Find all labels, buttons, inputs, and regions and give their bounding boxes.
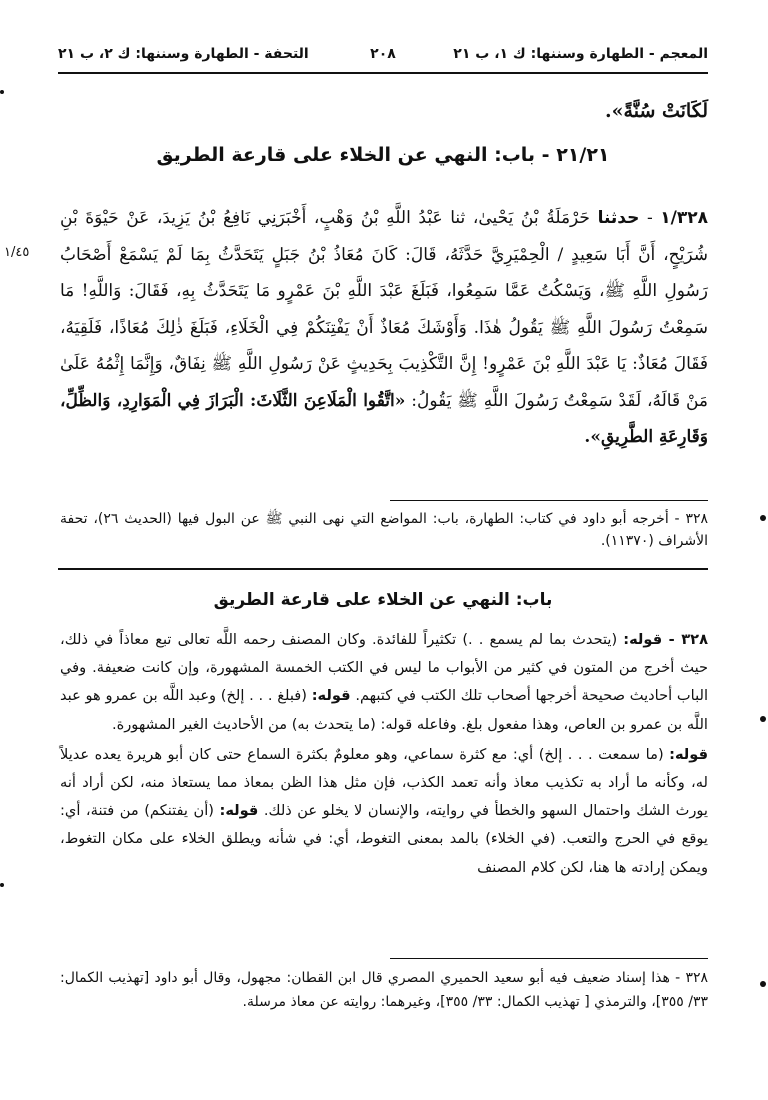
scan-mark: [0, 883, 4, 887]
header-divider: [58, 72, 708, 74]
takhrij-divider: [390, 500, 708, 501]
page-number: ٢٠٨: [370, 46, 396, 62]
chapter-title: ٢١/٢١ - باب: النهي عن الخلاء على قارعة الطريق: [156, 144, 610, 166]
commentary-segment: (ما سمعت . . . إلخ) أي: مع كثرة سماعي، وهو معلومٌ بكثرة السماع حتى كان أبو هريرة يعده عديلاً له، وكأنه ما أراد به تكذيب معاذ وأنه تعمد الكذب، فإن مثل هذا الظن بمعاذ مما يستعاذ منه، لكن أراد أنه يورث الشك واحتمال السهو والخطأ في روايته، والإنسان لا يخلو عن ذلك.: [60, 745, 708, 820]
footnote-divider: [390, 958, 708, 959]
commentary-keyword: قوله:: [311, 687, 351, 705]
takhrij-note: ٣٢٨ - أخرجه أبو داود في كتاب: الطهارة، باب: المواضع التي نهى النبي ﷺ عن البول فيها (الحديث ٢٦)، تحفة الأشراف (١١٣٧٠).: [60, 511, 708, 549]
margin-reference: ١/٤٥: [4, 245, 30, 260]
commentary-segment: (أن يفتنكم) من فتنة، أي: يوقع في الحرج والتعب. (في الخلاء) بالمد بمعنى التغوط، أي: في شأنه ويطلق الخلاء على مكان التغوط، ويمكن إرادته ها هنا، لكن كلام المصنف: [60, 802, 708, 876]
commentary-segment: (يتحدث بما لم يسمع . .) تكثيراً للفائدة. وكان المصنف رحمه اللَّه تعالى تبع معاذاً في ذلك، حيث أخرج من المتون في كثير من الأبواب ما ليس في الكتب الخمسة المشهورة، وإن كانت ضعيفة. وفي الباب أحاديث صحيحة أخرجها أصحاب تلك الكتب في كتبهم.: [60, 631, 708, 705]
header-right-title: المعجم - الطهارة وسننها: ك ١، ب ٢١: [453, 46, 708, 62]
commentary-paragraph: [60, 741, 708, 882]
commentary-paragraph: [60, 626, 708, 739]
commentary-title: باب: النهي عن الخلاء على قارعة الطريق: [213, 590, 553, 610]
scan-mark: [760, 515, 766, 521]
continuation-text: لَكَانَتْ سُنَّةً».: [605, 100, 708, 122]
commentary-keyword: ٣٢٨ - قوله:: [623, 631, 708, 648]
commentary-keyword: قوله:: [669, 745, 708, 763]
scan-mark: [760, 716, 766, 722]
hadith-quote: «اتَّقُوا الْمَلَاعِنَ الثَّلَاثَ: الْبَرَازَ فِي الْمَوَارِدِ، وَالظِّلِّ، وَقَارِعَةِ الطَّرِيقِ».: [60, 390, 708, 447]
hadith-body: حَرْمَلَةُ بْنُ يَحْيىٰ، ثنا عَبْدُ اللَّهِ بْنُ وَهْبٍ، أَخْبَرَنِي نَافِعُ بْنُ يَزِيدَ، عَنْ حَيْوَةَ بْنِ شُرَيْحٍ، أَنَّ أَبَا سَعِيدٍ / الْحِمْيَرِيَّ حَدَّثَهُ، قَالَ: كَانَ مُعَاذُ بْنُ جَبَلٍ يَتَحَدَّثُ بِمَا لَمْ يَسْمَعْ أَصْحَابُ رَسُولِ اللَّهِ ﷺ، وَيَسْكُتُ عَمَّا سَمِعُوا، فَبَلَغَ عَبْدَ اللَّهِ بْنَ عَمْرٍو مَا يَتَحَدَّثُ بِهِ، فَقَالَ: وَاللَّهِ! مَا سَمِعْتُ رَسُولَ اللَّهِ ﷺ يَقُولُ هٰذَا. وَأَوْشَكَ مُعَاذٌ أَنْ يَفْتِنَكُمْ فِي الْخَلَاءِ، فَبَلَغَ ذٰلِكَ مُعَاذًا، فَلَقِيَهُ، فَقَالَ مُعَاذٌ: يَا عَبْدَ اللَّهِ بْنَ عَمْرٍو! إِنَّ التَّكْذِيبَ بِحَدِيثٍ عَنْ رَسُولِ اللَّهِ ﷺ نِفَاقٌ، وَإِنَّمَا إِثْمُهُ عَلَىٰ مَنْ قَالَهُ، لَقَدْ سَمِعْتُ رَسُولَ اللَّهِ ﷺ يَقُولُ:: [60, 208, 708, 411]
commentary-text: [60, 626, 708, 882]
scan-mark: [760, 981, 766, 987]
commentary-segment: (فبلغ . . . إلخ) وعبد اللَّه بن عمرو هو عبد اللَّه بن عمرو بن العاص، وهذا مفعول بلغ. وفاعله قوله: (ما يتحدث به) من الأحاديث الغير المشهورة.: [60, 687, 708, 733]
commentary-keyword: قوله:: [219, 802, 259, 820]
header-left-title: التحفة - الطهارة وسننها: ك ٢، ب ٢١: [58, 46, 309, 62]
commentary-divider: [58, 568, 708, 570]
running-header: [58, 40, 708, 70]
hadith-label: حدثنا: [597, 208, 640, 228]
hadith-text: ١/٣٢٨ - حدثنا حَرْمَلَةُ بْنُ يَحْيىٰ، ثنا عَبْدُ اللَّهِ بْنُ وَهْبٍ، أَخْبَرَنِي نَافِعُ بْنُ يَزِيدَ، عَنْ حَيْوَةَ بْنِ شُرَيْحٍ، أَنَّ أَبَا سَعِيدٍ / الْحِمْيَرِيَّ حَدَّثَهُ، قَالَ: كَانَ مُعَاذُ بْنُ جَبَلٍ يَتَحَدَّثُ بِمَا لَمْ يَسْمَعْ أَصْحَابُ رَسُولِ اللَّهِ ﷺ، وَيَسْكُتُ عَمَّا سَمِعُوا، فَبَلَغَ عَبْدَ اللَّهِ بْنَ عَمْرٍو مَا يَتَحَدَّثُ بِهِ، فَقَالَ: وَاللَّهِ! مَا سَمِعْتُ رَسُولَ اللَّهِ ﷺ يَقُولُ هٰذَا. وَأَوْشَكَ مُعَاذٌ أَنْ يَفْتِنَكُمْ فِي الْخَلَاءِ، فَبَلَغَ ذٰلِكَ مُعَاذًا، فَلَقِيَهُ، فَقَالَ مُعَاذٌ: يَا عَبْدَ اللَّهِ بْنَ عَمْرٍو! إِنَّ التَّكْذِيبَ بِحَدِيثٍ عَنْ رَسُولِ اللَّهِ ﷺ نِفَاقٌ، وَإِنَّمَا إِثْمُهُ عَلَىٰ مَنْ قَالَهُ، لَقَدْ سَمِعْتُ رَسُولَ اللَّهِ ﷺ يَقُولُ: «اتَّقُوا الْمَلَاعِنَ الثَّلَاثَ: الْبَرَازَ فِي الْمَوَارِدِ، وَالظِّلِّ، وَقَارِعَةِ الطَّرِيقِ».: [60, 208, 709, 447]
hadith-number: ١/٣٢٨: [660, 208, 709, 228]
scan-mark: [0, 90, 4, 94]
footnote: ٣٢٨ - هذا إسناد ضعيف فيه أبو سعيد الحميري المصري قال ابن القطان: مجهول، وقال أبو داود [تهذيب الكمال: ٣٣/ ٣٥٥]، والترمذي [ تهذيب الكمال: ٣٣/ ٣٥٥]، وغيرهما: روايته عن معاذ مرسلة.: [60, 970, 708, 1010]
